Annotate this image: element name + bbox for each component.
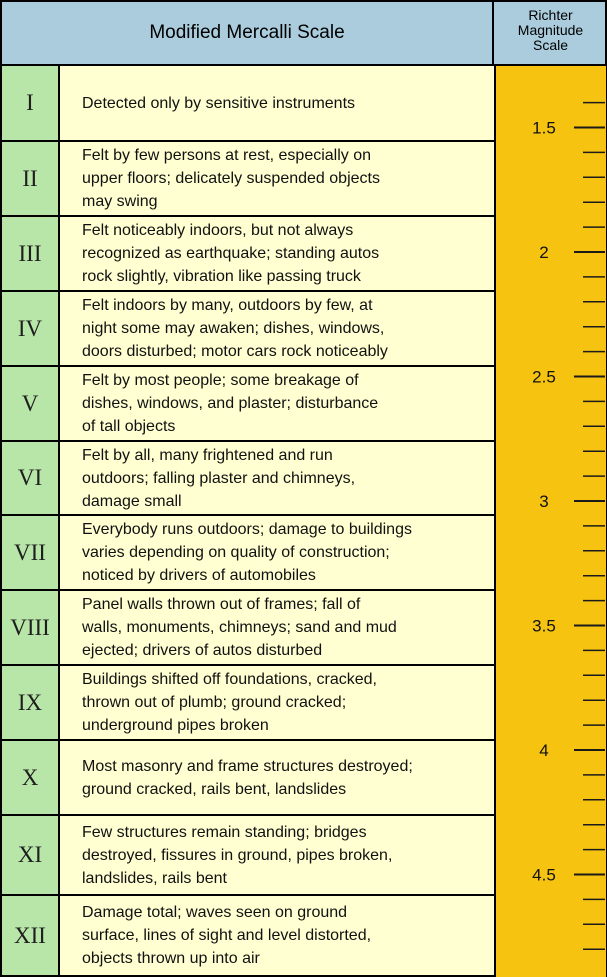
mercalli-numeral: IV: [2, 292, 60, 365]
mercalli-description-line: upper floors; delicately suspended objects: [82, 170, 380, 187]
mercalli-description-line: surface, lines of sight and level distorted,: [82, 927, 372, 944]
mercalli-level-row: [0, 516, 494, 591]
mercalli-description-line: Felt by most people; some breakage of: [82, 372, 359, 389]
mercalli-level-row: [0, 666, 494, 741]
mercalli-description-line: recognized as earthquake; standing autos: [82, 245, 380, 262]
richter-tick-label: 3: [539, 492, 549, 511]
mercalli-description-line: Felt by all, many frightened and run: [82, 446, 333, 464]
mercalli-description-line: landslides, rails bent: [82, 869, 227, 887]
mercalli-description-line: dishes, windows, and plaster; disturbance: [82, 395, 379, 412]
mercalli-description-line: outdoors; falling plaster and chimneys,: [82, 469, 356, 487]
mercalli-description: [60, 516, 494, 589]
mercalli-description-line: varies depending on quality of construction;: [82, 544, 390, 561]
mercalli-description: [60, 591, 494, 664]
mercalli-numeral: IX: [2, 666, 60, 739]
mercalli-description-line: Felt indoors by many, outdoors by few, at: [82, 297, 373, 314]
mercalli-description-line: ground cracked, rails bent, landslides: [82, 780, 347, 798]
mercalli-description-line: ejected; drivers of autos disturbed: [82, 642, 323, 659]
mercalli-description-line: Panel walls thrown out of frames; fall of: [82, 596, 361, 613]
richter-ticks: [494, 66, 607, 977]
richter-tick-label: 2.5: [532, 367, 556, 387]
mercalli-description: [60, 367, 494, 440]
mercalli-description-line: Everybody runs outdoors; damage to buildings: [82, 521, 412, 538]
mercalli-description-line: rock slightly, vibration like passing truck: [82, 268, 361, 285]
mercalli-description: [60, 142, 494, 215]
mercalli-description-line: thrown out of plumb; ground cracked;: [82, 694, 347, 711]
mercalli-numeral: X: [2, 741, 60, 814]
richter-title-line: Scale: [532, 37, 569, 53]
mercalli-description: [60, 896, 494, 975]
mercalli-description-line: walls, monuments, chimneys; sand and mud: [82, 619, 397, 636]
mercalli-description-line: Most masonry and frame structures destroyed;: [82, 757, 413, 775]
mercalli-description-line: damage small: [82, 492, 182, 510]
mercalli-numeral: II: [2, 142, 60, 215]
richter-title-line: Richter: [528, 7, 573, 23]
mercalli-level-row: [0, 591, 494, 666]
richter-title: [494, 8, 607, 53]
mercalli-description-line: underground pipes broken: [82, 717, 269, 734]
mercalli-description: [60, 666, 494, 739]
mercalli-description-line: of tall objects: [82, 418, 176, 435]
mercalli-level-row: [0, 896, 494, 977]
mercalli-description-line: noticed by drivers of automobiles: [82, 567, 316, 584]
mercalli-description: [60, 66, 494, 140]
richter-tick-label: 4: [539, 741, 549, 760]
mercalli-numeral: I: [2, 66, 60, 140]
mercalli-description-line: Few structures remain standing; bridges: [82, 823, 367, 841]
mercalli-numeral: XI: [2, 816, 60, 894]
mercalli-description-line: Buildings shifted off foundations, cracked,: [82, 671, 377, 688]
mercalli-numeral: VI: [2, 442, 60, 514]
mercalli-numeral: VIII: [2, 591, 60, 664]
richter-title-line: Magnitude: [517, 22, 584, 38]
mercalli-description-line: doors disturbed; motor cars rock noticeably: [82, 343, 388, 360]
mercalli-level-row: [0, 292, 494, 367]
mercalli-numeral: V: [2, 367, 60, 440]
mercalli-level-row: [0, 741, 494, 816]
mercalli-description-line: Detected only by sensitive instruments: [82, 94, 356, 112]
mercalli-description: [60, 442, 494, 514]
mercalli-numeral: VII: [2, 516, 60, 589]
mercalli-level-row: [0, 367, 494, 442]
richter-tick-label: 3.5: [532, 616, 556, 636]
mercalli-title: Modified Mercalli Scale: [149, 22, 345, 43]
mercalli-level-row: [0, 217, 494, 292]
mercalli-level-row: [0, 66, 494, 142]
richter-tick-label: 4.5: [532, 865, 556, 885]
mercalli-description-line: night some may awaken; dishes, windows,: [82, 320, 385, 337]
mercalli-description: [60, 292, 494, 365]
mercalli-description-line: destroyed, fissures in ground, pipes broken,: [82, 846, 393, 864]
mercalli-numeral: III: [2, 217, 60, 290]
mercalli-description: [60, 217, 494, 290]
mercalli-description-line: objects thrown up into air: [82, 950, 260, 967]
mercalli-description: [60, 741, 494, 814]
richter-tick-label: 1.5: [532, 118, 556, 138]
mercalli-description: [60, 816, 494, 894]
mercalli-level-row: [0, 816, 494, 896]
mercalli-level-row: [0, 442, 494, 516]
mercalli-description-line: Felt by few persons at rest, especially on: [82, 147, 372, 164]
mercalli-description-line: Felt noticeably indoors, but not always: [82, 222, 354, 239]
richter-tick-label: 2: [539, 243, 549, 262]
mercalli-description-line: may swing: [82, 193, 158, 210]
mercalli-description-line: Damage total; waves seen on ground: [82, 904, 348, 921]
mercalli-level-row: [0, 142, 494, 217]
mercalli-numeral: XII: [2, 896, 60, 975]
